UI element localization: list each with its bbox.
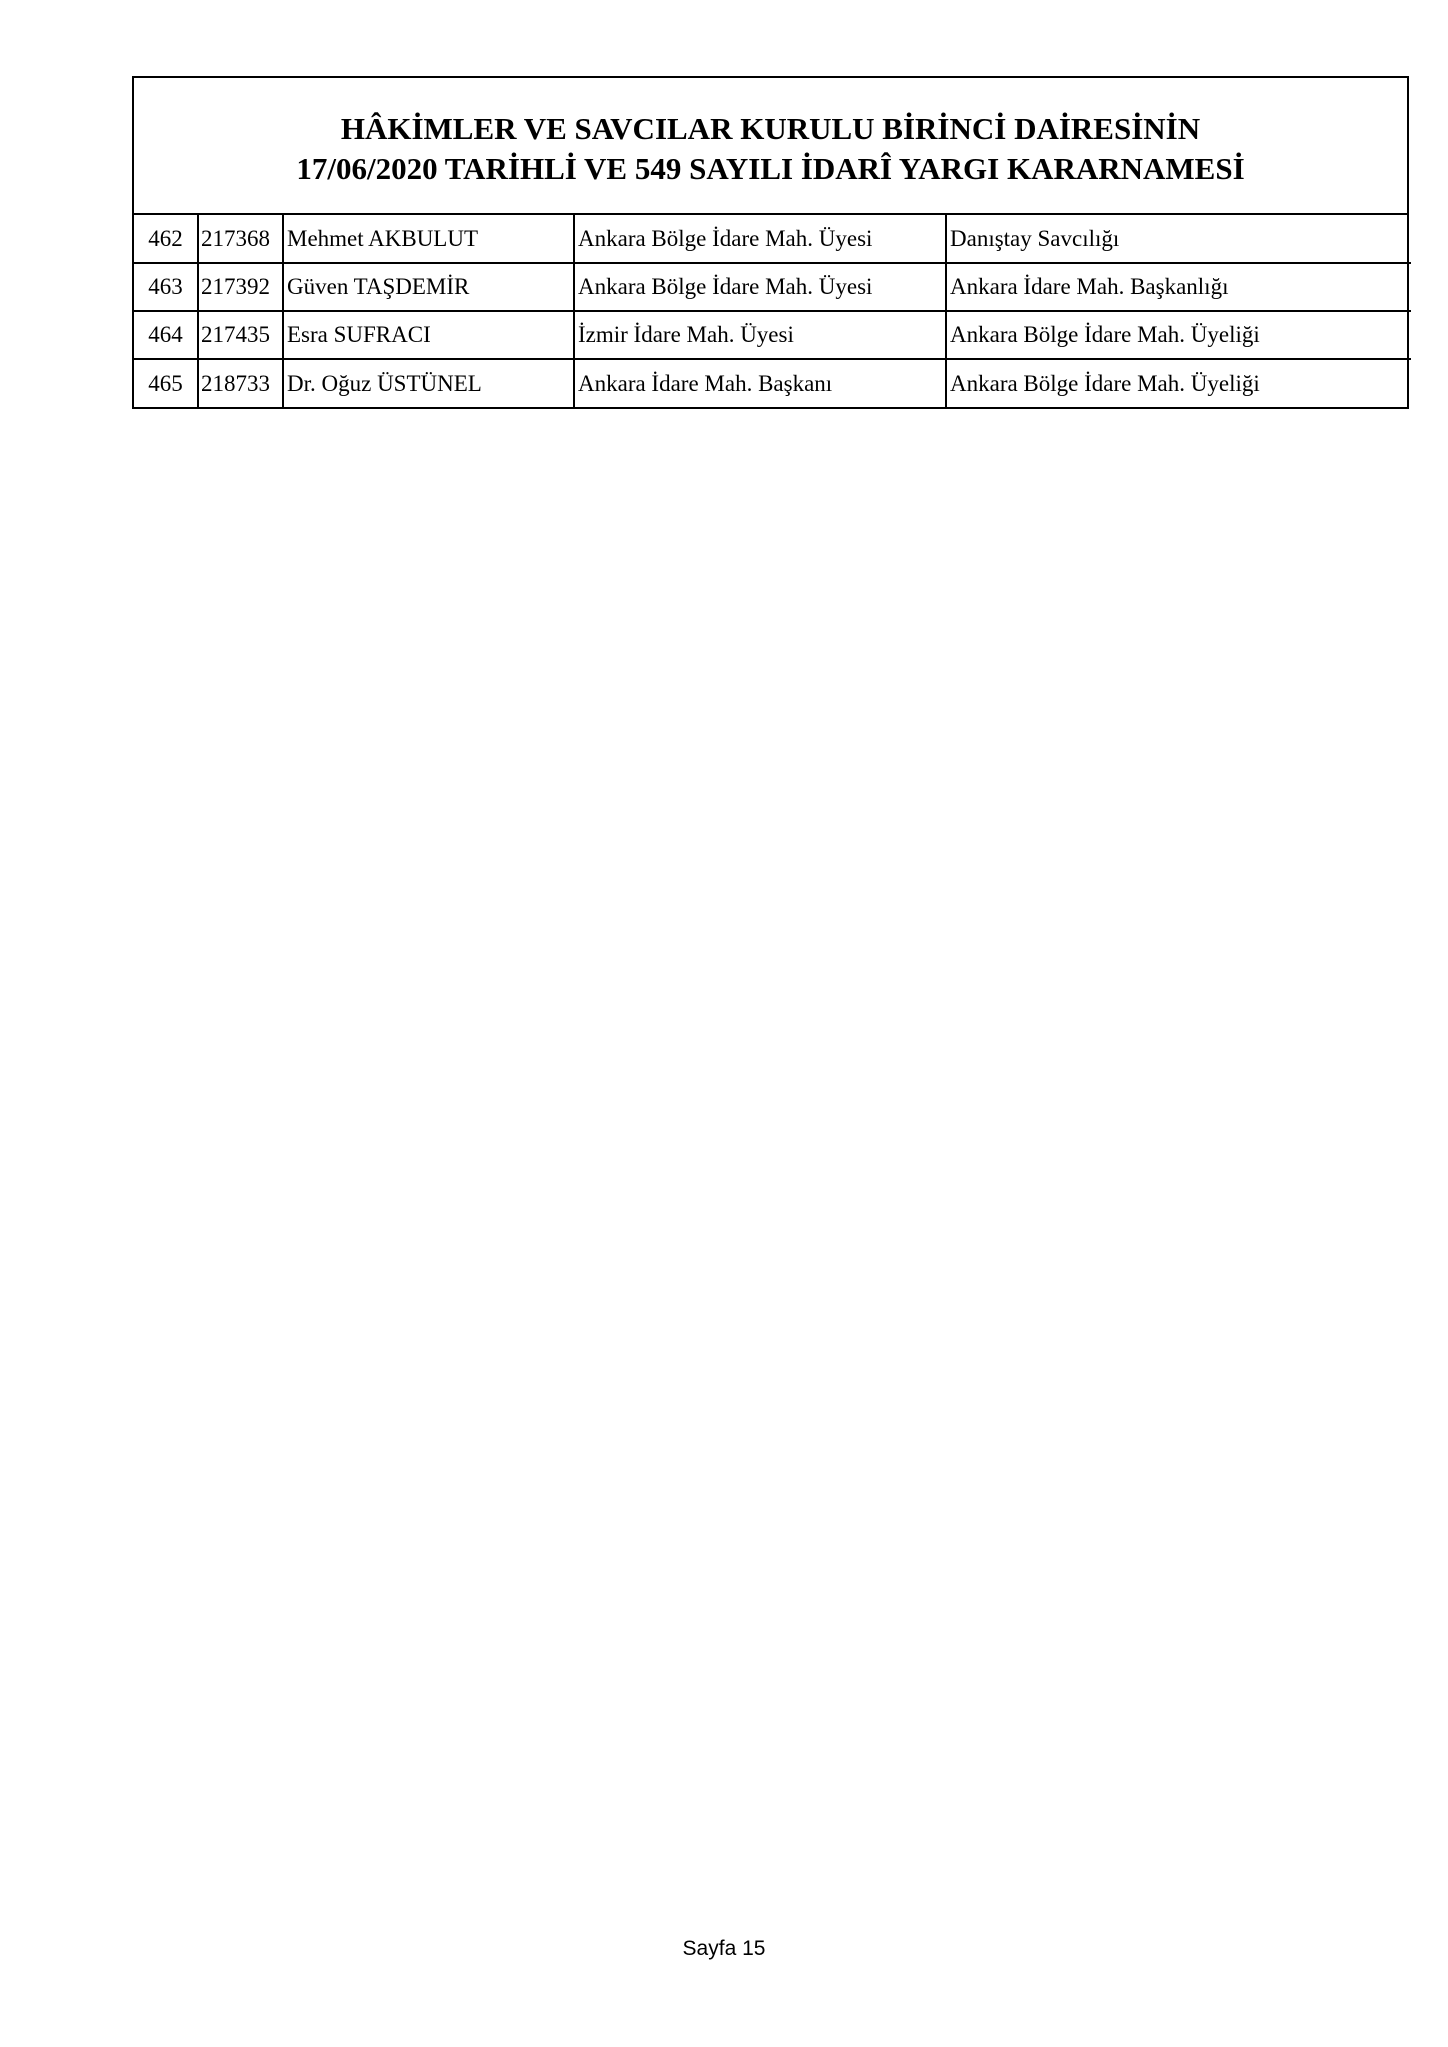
document-header	[134, 78, 1407, 215]
sicil-cell: 218733	[198, 359, 283, 407]
decree-table-frame	[132, 76, 1409, 409]
row-number-cell: 463	[134, 263, 198, 311]
row-number-cell: 465	[134, 359, 198, 407]
name-cell: Dr. Oğuz ÜSTÜNEL	[283, 359, 574, 407]
row-number-cell: 462	[134, 215, 198, 263]
current-position-cell: Ankara Bölge İdare Mah. Üyesi	[574, 263, 946, 311]
sicil-cell: 217435	[198, 311, 283, 359]
current-position-cell: Ankara Bölge İdare Mah. Üyesi	[574, 215, 946, 263]
current-position-cell: Ankara İdare Mah. Başkanı	[574, 359, 946, 407]
new-position-cell: Danıştay Savcılığı	[946, 215, 1411, 263]
sicil-cell: 217392	[198, 263, 283, 311]
table-row	[134, 215, 1411, 263]
decree-table	[134, 215, 1411, 407]
row-number-cell: 464	[134, 311, 198, 359]
table-row	[134, 263, 1411, 311]
table-row	[134, 311, 1411, 359]
new-position-cell: Ankara Bölge İdare Mah. Üyeliği	[946, 311, 1411, 359]
page-number: Sayfa 15	[682, 1937, 766, 1960]
new-position-cell: Ankara İdare Mah. Başkanlığı	[946, 263, 1411, 311]
new-position-cell: Ankara Bölge İdare Mah. Üyeliği	[950, 370, 1260, 396]
name-cell: Güven TAŞDEMİR	[283, 263, 574, 311]
sicil-cell: 217368	[198, 215, 283, 263]
name-cell: Mehmet AKBULUT	[283, 215, 574, 263]
current-position-cell: İzmir İdare Mah. Üyesi	[574, 311, 946, 359]
title-line-2: 17/06/2020 TARİHLİ VE 549 SAYILI İDARÎ YARGI KARARNAMESİ	[296, 150, 1245, 186]
title-line-1: HÂKİMLER VE SAVCILAR KURULU BİRİNCİ DAİRESİNİN	[340, 110, 1201, 146]
name-cell: Esra SUFRACI	[283, 311, 574, 359]
table-row	[134, 359, 1411, 407]
